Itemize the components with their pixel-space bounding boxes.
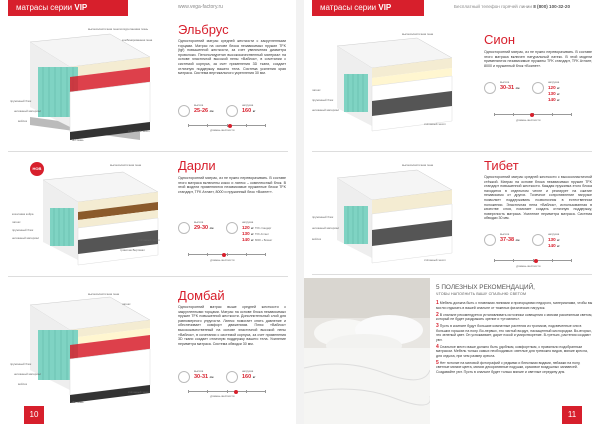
height-icon [484,234,496,246]
divider [312,151,592,152]
label-3-3: нетканный материал [14,372,42,376]
label-1-5: стёганный чехол [128,129,150,133]
stiffness-scale [188,254,266,255]
tip-item: 4 Спальное место ваше должно быть удобным, комфортным, с правильно подобранным матрасом. Мебель только самых необходимых: светлые для тревожно видов, мягкие кресла, для отдыха, при чем размер кресла. [436,343,588,358]
label-3-0: высокоэластичная пена [88,292,120,296]
label-1-6: 3D-ткань [72,138,84,142]
new-badge: НОВ [30,162,44,176]
tips-subtitle: ЧТОБЫ НАПОЛНИТЬ ВАШУ СПАЛЬНЮ СВЕТОМ [436,292,527,296]
mattress-tibet-image [322,158,462,268]
tip-item: 1 Мебель должна быть с плавными линиями и пропорциями недорого, материалами, чтобы вы могли отдыхать в вашей спальне от тяжелых физических нагрузок. [436,300,593,310]
stiffness-scale [494,260,572,261]
label-3-5: стёганный чехол [128,390,150,394]
mattress-darli-image [28,160,168,270]
label-4-3: нетканный материал [312,108,340,112]
label-3-4: войлок [18,382,28,386]
label-3-2: пружинный блок [10,362,32,366]
label-4-2: пружинный блок [312,98,334,102]
tip-item: 3 Пусть в комнате будут большие комнатные растения из тропиков, подсвеченные или в больших горшках на полу. Во-первых, это чистый воздух, насыщенный кислородом. Во-вторых, это зеленый цвет. Он успокаивает, дарит покой и умиротворение. В-третьих, растения создают уют. [436,323,592,342]
label-2-4: нетканный материал [12,236,40,240]
label-5-0: высокоэластичная пена [402,163,434,167]
weight-icon [226,222,238,234]
divider [312,274,592,275]
label-1-4: войлок [18,119,28,123]
label-5-3: войлок [312,237,322,241]
page-number-right: 11 [562,406,582,424]
site-url[interactable]: www.vega-factory.ru [178,4,223,10]
weight-label: нагрузка [242,103,254,107]
label-1-1: комбинированная пена [122,38,153,42]
label-5-4: стёганный чехол [424,258,446,262]
right-page [304,0,600,424]
product-title-tibet: Тибет [484,158,519,173]
label-2-2: латекс [12,220,21,224]
product-desc-tibet: Односторонний матрас средней жесткости с высокоэластичной стёжкой. Матрас на основе блока независимых пружин TFK стандарт повышенной жесткости. Каждая пружинка этого блока находится в отдельном чехле и реагирует на сжатие независимо от других. Точечное сопротивление нагрузке позволяет поддерживать позвоночник в естественном положении. Эластичная пена «Ваблок», использованная в качестве слоя, помогает создать отличную поддержку, поверхность матраса. Усиление периметра матраса. Система обводки 30 мм. [484,175,592,221]
stiffness-label: уровень жесткости [210,128,235,132]
label-2-5: стёганный чехол [138,238,160,242]
label-5-2: нетканный материал [312,226,340,230]
label-4-4: стёганный чехол [424,122,446,126]
specs-tibet: высота 37-38 см нагрузка 130 кг 140 кг уровень жесткости [484,232,594,272]
product-desc-elbrus: Односторонний матрас средней жесткости с закругленными торцами. Матрас на основе блока независимых пружин TFK (tgf) повышенной жесткости, за счет увеличения диаметра проволоки. Пенополиуретан высококачественный материал на основе эластичной высокой пены «Ваблок», в сочетании с системой корпуса, за счет применения 3D ткани, создает отличную поддержку вашего тела. Система усиления края матраса. Система вертикального укрепления 30 мм. [178,39,286,76]
stiffness-scale [188,125,266,126]
product-desc-dombai: Односторонний матрас выше средней жесткости с закругленными торцами. Матрас на основе блока независимых пружин TFK повышенной жесткости. Дополнительный слой для равномерного упругости. Латекс помогает снять давление и обеспечивает комфорт движениям. Плюс «Ваблок» высококачественный на основе эластичной высокой пены «Ваблок», в сочетании с системой корпуса, за счет применения 3D ткани создает отличную поддержку вашего тела. Усиление периметра матраса. Система обводки 30 мм. [178,305,286,346]
stiffness-scale [494,114,572,115]
label-2-3: пружинный блок [12,228,34,232]
header-bold: VIP [74,3,88,12]
specs-dombai: высота 30-31 см нагрузка 160 кг уровень жесткости [178,369,288,401]
right-header-bar: матрасы серии VIP [312,0,424,16]
label-5-1: пружинный блок [312,215,334,219]
product-desc-sion: Односторонний матрас, из не нужно переворачивать. В составе этого матраса включен натуральный латекс. В этой модели применяются независимые пружины TFK стандарт, TFK Aтлант, 8000 и пружинный блок «Boинет». [484,50,592,68]
left-page [0,0,296,424]
product-title-dombai: Домбай [178,288,225,303]
weight-value: 160 кг [242,108,256,114]
product-title-elbrus: Эльбрус [178,22,229,37]
label-1-3: нетканный материал [14,109,42,113]
label-1-0: высокоэластичная пенополиуретановая ткань [88,27,149,31]
page-number-left: 10 [24,406,44,424]
height-value: 25-26 см [194,108,214,114]
product-title-sion: Сион [484,32,516,47]
stiffness-scale [188,391,266,392]
specs-elbrus [178,103,288,133]
weight-icon [226,105,238,117]
label-2-1: кокосовая койра [12,212,34,216]
weight-icon [226,371,238,383]
left-header-bar [8,0,128,16]
divider [8,151,288,152]
header-text: матрасы серии [16,3,75,12]
mattress-sion-image [322,26,462,136]
weight-icon [532,82,544,94]
height-icon [178,222,190,234]
label-4-0: высокоэластичная пена [402,32,434,36]
product-title-darli: Дарли [178,158,216,173]
height-icon [178,105,190,117]
tips-title: 5 ПОЛЕЗНЫХ РЕКОМЕНДАЦИЙ, [436,284,535,291]
height-icon [484,82,496,94]
tips-list [436,301,594,377]
hotline: Бесплатный телефон горячей линии 8 (800) 100-32-20 [454,4,570,9]
height-icon [178,371,190,383]
label-2-6: трикотаж Вертикал [120,248,145,252]
product-desc-darli: Односторонний матрас, из не нужно переворачивать. В составе этого матраса включены кокос и латекс – комплексный блок. В этой модели применяются независимые пружинные блоки TFK стандарт, TFK Aтлант, 8000 и пружинный блок «Boинет». [178,176,286,194]
weight-icon [532,234,544,246]
specs-sion: высота 30-31 см нагрузка 120 кг 130 кг 140 кг уровень жесткости [484,80,594,126]
specs-darli: высота 29-30 см нагрузка 120 кг TFK стандарт 130 кг TFK Aтлант 140 кг 8000 + Boинет уровень жесткости [178,220,288,266]
label-1-2: пружинный блок [10,99,32,103]
divider [8,276,288,277]
tip-item: 2 В спальне рекомендуется устанавливать источники освещения с мягким рассеянным светом, который не будет раздражать зрение и «утомлять». [436,311,593,321]
bedroom-photo [304,278,430,424]
height-label: высота [194,103,204,107]
label-2-0: высокоэластичная пена [110,163,142,167]
label-3-6: 3D-ткань [72,400,84,404]
label-3-1: латекс [122,302,131,306]
label-4-1: латекс [312,88,321,92]
stiffness-marker [228,124,232,128]
tip-item: 5 Нет потолке на матовой фотографий с редкими и блеклыми видами, пейзажи на полу, светлые мягкие цвета, мягких декоративные подушки, красивое воздушных занавесей. Создавайте уют. Пусть в спальне будет только мягкие и светлые середину дня. [436,359,581,374]
